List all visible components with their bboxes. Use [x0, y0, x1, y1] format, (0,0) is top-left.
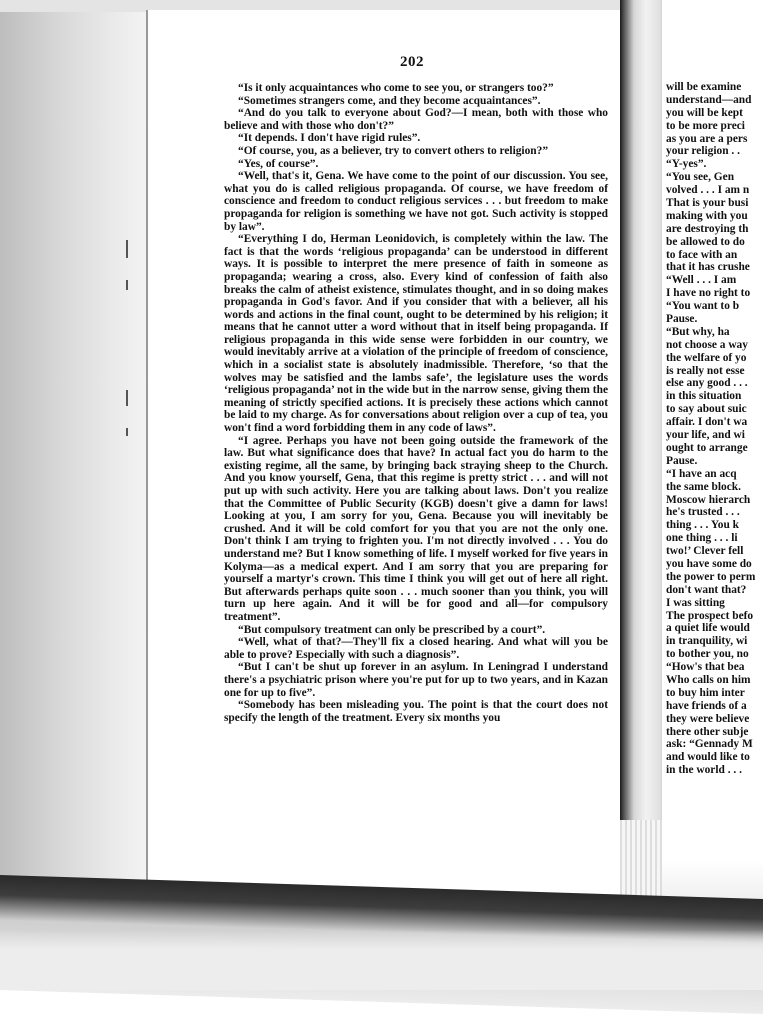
text-line: I was sitting: [666, 596, 725, 609]
scan-bottom-margin: [0, 930, 763, 990]
page-number: 202: [400, 54, 424, 70]
text-line: understand—and: [666, 93, 752, 106]
text-line: have friends of a: [666, 699, 747, 712]
text-line: Pause.: [666, 454, 698, 467]
text-line: in this situation: [666, 390, 742, 403]
text-line: Who calls on him: [666, 673, 751, 686]
paragraph: “Sometimes strangers come, and they become acquaintances”.: [238, 94, 541, 107]
text-line: the welfare of yo: [666, 351, 747, 364]
text-line: your religion . .: [666, 145, 740, 158]
paragraph: “And do you talk to everyone about God?—I mean, both with those who believe and with those who don't?”: [224, 107, 608, 132]
text-line: be allowed to do: [666, 235, 745, 248]
text-line: Moscow hierarch: [666, 493, 751, 506]
text-line: one thing . . . li: [666, 532, 738, 545]
text-line: and would like to: [666, 751, 750, 764]
paragraph: “Everything I do, Herman Leonidovich, is completely within the law. The fact is that the words ‘religious propaganda’ can be understood in different ways. It is possible to interpret the mere presence of faith in someone as propaganda; wearing a cross, also. Every kind of confession of faith also breaks the calm of atheist existence, stimulates thought, and in so doing makes propaganda in God's favor. And if you consider that with a believer, all his words and actions in the final count, ought to be determined by his religion; it means that he cannot utter a word without that in itself being propaganda. If religious propaganda in this wide sense were forbidden in our country, we would inevitably arrive at a violation of the principle of freedom of conscience, which in a socialist state is absolutely inadmissible. Therefore, ‘so that the wolves may be satisfied and the lambs safe’, the legislature uses the words ‘religious propaganda’ not in the wide but in the narrow sense, giving them the meaning of strictly specified actions. It is precisely these actions which cannot be laid to my charge. As for conversations about religion over a cup of tea, you won't find a word forbidding them in any code of laws”.: [224, 233, 608, 435]
text-line: a quiet life would: [666, 622, 750, 635]
text-line: two!’ Clever fell: [666, 545, 744, 558]
gutter-scan-marks: [122, 240, 136, 540]
text-line: “I have an acq: [666, 467, 737, 480]
text-line: that it has crushe: [666, 261, 750, 274]
text-line: there other subje: [666, 725, 749, 738]
paragraph: “It depends. I don't have rigid rules”.: [238, 132, 421, 145]
text-line: “But why, ha: [666, 325, 730, 338]
paragraph: “Well, what of that?—They'll fix a closed hearing. And what will you be able to prove? Especially with such a diagnosis”.: [224, 636, 608, 661]
text-line: you will be kept: [666, 106, 743, 119]
paragraph: “But I can't be shut up forever in an asylum. In Leningrad I understand there's a psychiatric prison where you're put for up to two years, and in Kazan one for up to five”.: [224, 661, 608, 699]
text-line: ask: “Gennady M: [666, 738, 753, 751]
text-line: as you are a pers: [666, 132, 748, 145]
paragraph: “Somebody has been misleading you. The point is that the court does not specify the length of the treatment. Every six months you: [224, 699, 608, 724]
text-line: to say about suic: [666, 403, 747, 416]
paragraph: “Yes, of course”.: [238, 157, 319, 170]
text-line: That is your busi: [666, 197, 749, 210]
text-line: Pause.: [666, 313, 698, 326]
text-line: to bother you, no: [666, 648, 749, 661]
text-line: the power to perm: [666, 570, 756, 583]
text-line: will be examine: [666, 81, 742, 93]
text-line: in tranquility, wi: [666, 635, 748, 648]
text-line: don't want that?: [666, 583, 747, 596]
text-line: to buy him inter: [666, 686, 745, 699]
text-line: “Well . . . I am: [666, 274, 737, 287]
text-line: else any good . . .: [666, 377, 748, 390]
text-line: “You want to b: [666, 300, 740, 313]
text-line: “How's that bea: [666, 661, 745, 674]
text-line: The prospect befo: [666, 609, 754, 622]
text-line: ought to arrange: [666, 441, 748, 454]
text-line: in the world . . .: [666, 764, 742, 777]
text-line: I have no right to: [666, 287, 751, 300]
text-line: the same block.: [666, 480, 741, 493]
text-line: your life, and wi: [666, 429, 745, 442]
text-line: are destroying th: [666, 222, 749, 235]
right-page-text: [666, 81, 763, 777]
paragraph: “Well, that's it, Gena. We have come to the point of our discussion. You see, what you do is called religious propaganda. Of course, we have freedom of conscience and freedom to conduct religious services . . . but freedom to make propaganda for religion is something we have not got. Such activity is stopped by law”.: [224, 170, 608, 233]
text-line: is really not esse: [666, 364, 745, 377]
text-line: “Y-yes”.: [666, 158, 707, 171]
text-line: “You see, Gen: [666, 171, 735, 184]
text-line: to be more preci: [666, 119, 745, 132]
text-line: you have some do: [666, 557, 752, 570]
text-line: to face with an: [666, 248, 738, 261]
right-book-page: [662, 0, 763, 990]
paragraph: “Of course, you, as a believer, try to convert others to religion?”: [238, 144, 549, 157]
text-line: thing . . . You k: [666, 519, 740, 532]
text-line: not choose a way: [666, 338, 748, 351]
paragraph: “I agree. Perhaps you have not been going outside the framework of the law. But what significance does that have? In actual fact you do harm to the existing regime, all the same, by bringing back straying sheep to the Church. And you know yourself, Gena, that this regime is pretty strict . . . and will not put up with such activity. Here you are talking about laws. Don't you realize that the Committee of Public Security (KGB) doesn't give a damn for laws! Looking at you, I am sorry for you, Gena. Because you will inevitably be crushed. And it will be cold comfort for you that you are not the only one. Don't think I am trying to frighten you. I'm not directly involved . . . You do understand me? But I know something of life. I myself worked for five years in Kolyma—as a medical expert. And I am sorry that you are preparing for yourself a martyr's crown. This time I think you will get out of here all right. But afterwards perhaps quite soon . . . much sooner than you think, you will turn up here again. And it will be for good and all—for compulsory treatment”.: [224, 434, 608, 623]
text-line: they were believe: [666, 712, 750, 725]
left-page-text: [224, 82, 608, 724]
paragraph: “Is it only acquaintances who come to see you, or strangers too?”: [238, 82, 554, 94]
text-line: making with you: [666, 209, 748, 222]
text-line: affair. I don't wa: [666, 416, 748, 429]
paragraph: “But compulsory treatment can only be prescribed by a court”.: [238, 623, 546, 636]
text-line: volved . . . I am n: [666, 184, 750, 197]
text-line: he's trusted . . .: [666, 506, 740, 519]
